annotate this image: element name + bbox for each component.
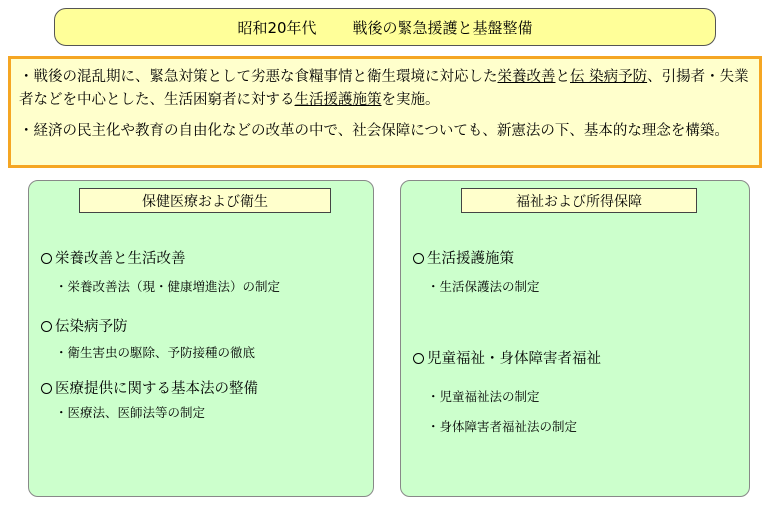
- circle-bullet-icon: [413, 353, 424, 364]
- health-item-medical-law-label: 医療提供に関する基本法の整備: [55, 381, 258, 397]
- panel-welfare: [400, 180, 750, 497]
- welfare-item-child-disability-label: 児童福祉・身体障害者福祉: [427, 351, 601, 367]
- health-item-nutrition: [41, 247, 186, 268]
- bullet1-text-c: 、引揚者・失業者などを中心とした、生活困窮者に対する: [19, 69, 749, 108]
- bullet1-text-a: ・戦後の混乱期に、緊急対策として劣悪な食糧事情と衛生環境に対応した: [19, 69, 498, 85]
- bullet1-underline-nutrition: 栄養改善: [497, 69, 556, 85]
- health-sub-nutrition: ・栄養改善法（現・健康増進法）の制定: [55, 279, 281, 294]
- title-subtitle: 戦後の緊急援護と基盤整備: [352, 18, 533, 37]
- health-item-medical-law: [41, 377, 258, 398]
- title-bar: [54, 8, 716, 46]
- circle-bullet-icon: [41, 383, 52, 394]
- welfare-item-livelihood: [413, 247, 514, 268]
- panel-health: [28, 180, 374, 497]
- welfare-item-child-disability: [413, 347, 601, 368]
- welfare-sub-child: ・児童福祉法の制定: [427, 389, 540, 404]
- summary-bullet-2: ・経済の民主化や教育の自由化などの改革の中で、社会保障についても、新憲法の下、基本的な理念を構築。: [19, 123, 729, 139]
- health-sub-medical-law: ・医療法、医師法等の制定: [55, 405, 206, 420]
- welfare-item-livelihood-label: 生活援護施策: [427, 251, 514, 267]
- welfare-sub-disability: ・身体障害者福祉法の制定: [427, 419, 578, 434]
- title-era: 昭和20年代: [237, 18, 317, 37]
- bullet1-text-d: を実施。: [381, 92, 440, 108]
- circle-bullet-icon: [41, 253, 52, 264]
- circle-bullet-icon: [413, 253, 424, 264]
- bullet1-underline-infection: 伝 染病予防: [570, 69, 648, 85]
- bullet1-underline-livelihood: 生活援護施策: [294, 92, 382, 108]
- summary-bullet-1: [19, 66, 751, 112]
- health-item-infection: [41, 315, 128, 336]
- health-item-infection-label: 伝染病予防: [55, 319, 128, 335]
- health-item-nutrition-label: 栄養改善と生活改善: [55, 251, 186, 267]
- panel-health-heading: 保健医療および衛生: [79, 188, 331, 213]
- welfare-sub-livelihood: ・生活保護法の制定: [427, 279, 540, 294]
- summary-box: [8, 56, 762, 168]
- panel-welfare-heading: 福祉および所得保障: [461, 188, 697, 213]
- bullet1-text-b: と: [555, 69, 570, 85]
- circle-bullet-icon: [41, 321, 52, 332]
- health-sub-infection: ・衛生害虫の駆除、予防接種の徹底: [55, 345, 256, 360]
